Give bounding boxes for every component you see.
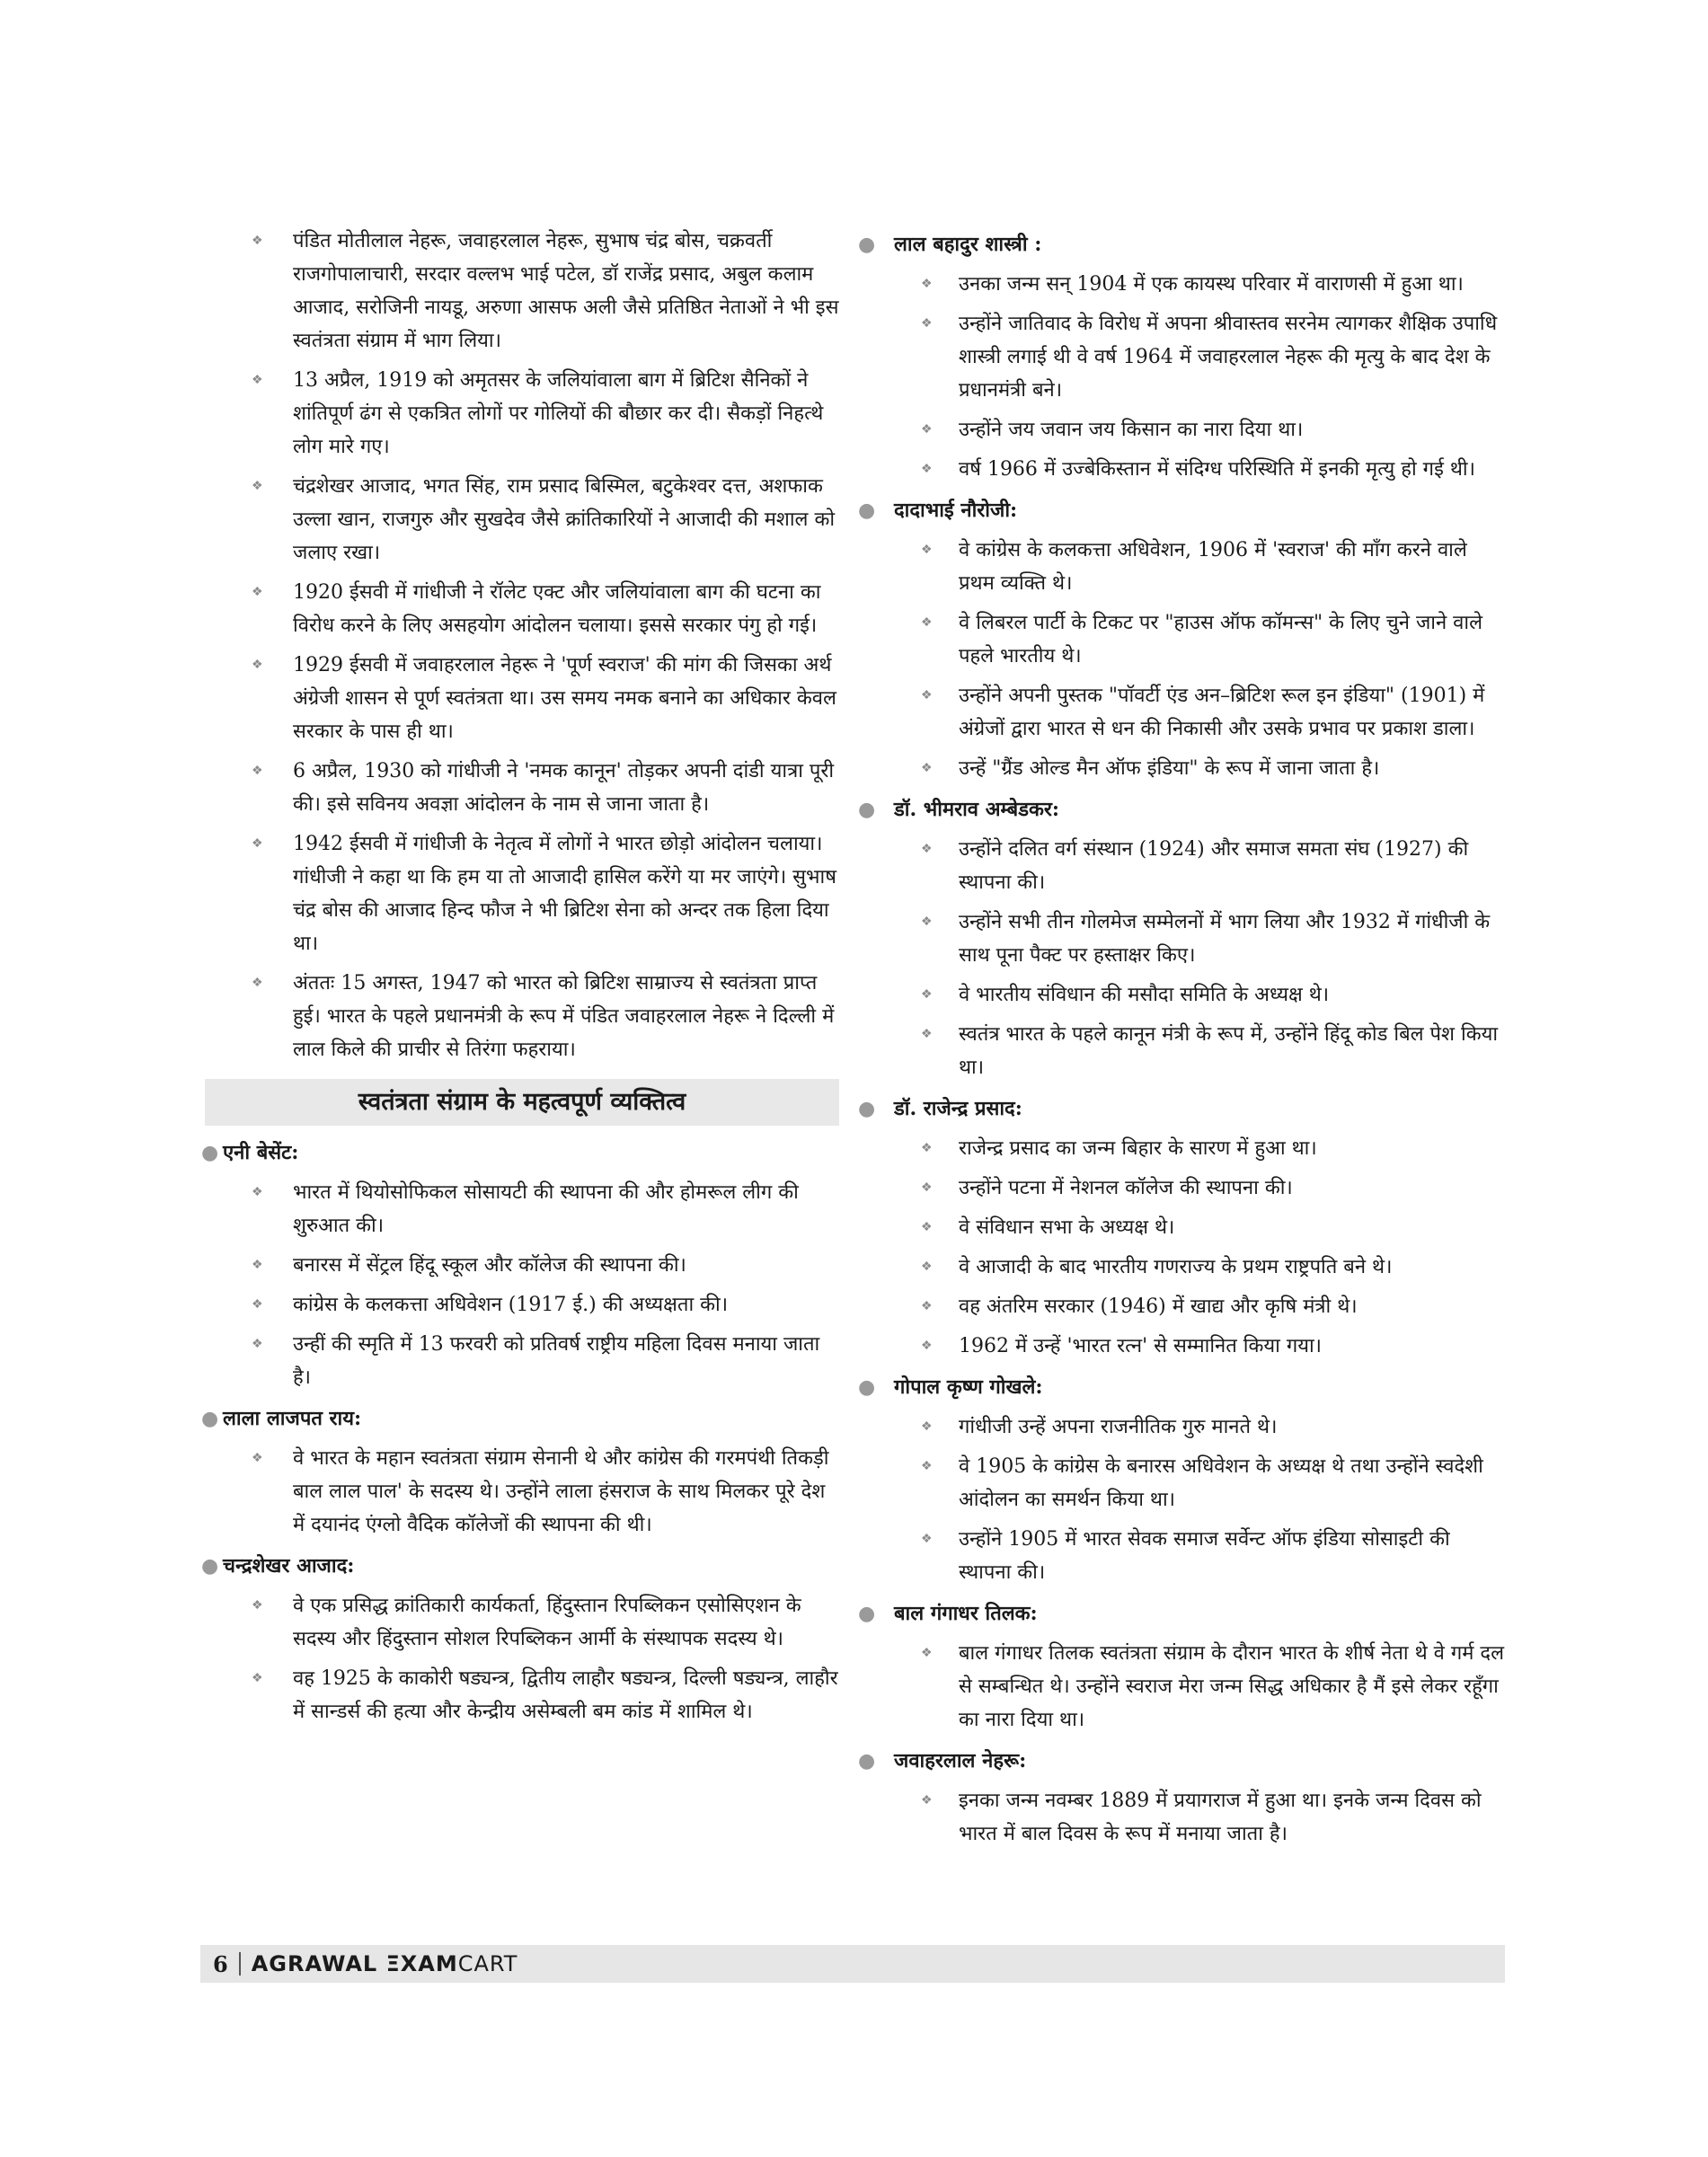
diamond-bullet-icon: ❖ <box>921 688 933 703</box>
person-points <box>885 1784 1505 1851</box>
footer-divider <box>239 1952 241 1976</box>
brand-name-light: CART <box>457 1951 518 1976</box>
person-name: लाला लाजपत राय: <box>223 1407 362 1430</box>
bullet-text: 1962 में उन्हें 'भारत रत्न' से सम्मानित किया गया। <box>959 1335 1323 1357</box>
person-entry <box>201 1401 839 1542</box>
person-name: डॉ. राजेन्द्र प्रसाद: <box>894 1097 1022 1120</box>
bullet-item <box>885 978 1505 1012</box>
bullet-text: उन्होंने जय जवान जय किसान का नारा दिया था। <box>959 419 1304 441</box>
person-heading <box>858 1743 1505 1779</box>
diamond-bullet-icon: ❖ <box>252 585 263 599</box>
bullet-item <box>232 755 839 821</box>
bullet-text: 1942 ईसवी में गांधीजी के नेतृत्व में लोगों ने भारत छोड़ो आंदोलन चलाया। गांधीजी ने कहा था कि हम या तो आजादी हासिल करेंगे या मर जाएंगे। सुभाष चंद्र बोस की आजाद हिन्द फौज ने भी ब्रिटिश सेना को अन्दर तक हिला दिया था। <box>293 833 836 955</box>
diamond-bullet-icon: ❖ <box>921 1180 933 1195</box>
bullet-item <box>885 453 1505 486</box>
person-entry <box>858 1369 1505 1589</box>
right-column <box>858 225 1505 1857</box>
diamond-bullet-icon: ❖ <box>921 1220 933 1234</box>
bullet-item <box>885 906 1505 972</box>
diamond-bullet-icon: ❖ <box>921 1459 933 1473</box>
diamond-bullet-icon: ❖ <box>921 1260 933 1274</box>
person-points <box>232 1589 839 1728</box>
bullet-text: चंद्रशेखर आजाद, भगत सिंह, राम प्रसाद बिस्मिल, बटुकेश्वर दत्त, अशफाक उल्ला खान, राजगुरु और सुखदेव जैसे क्रांतिकारियों ने आजादी की मशाल को जलाए रखा। <box>293 475 836 564</box>
person-heading <box>201 1135 839 1171</box>
bullet-item <box>232 576 839 642</box>
bullet-item <box>885 1330 1505 1363</box>
bullet-item <box>885 1410 1505 1444</box>
person-name: दादाभाई नौरोजी: <box>894 499 1018 522</box>
bullet-text: उन्हें "ग्रैंड ओल्ड मैन ऑफ इंडिया" के रूप में जाना जाता है। <box>959 757 1380 780</box>
diamond-bullet-icon: ❖ <box>252 1671 263 1685</box>
person-heading <box>858 226 1505 262</box>
diamond-bullet-icon: ❖ <box>921 277 933 291</box>
diamond-bullet-icon: ❖ <box>252 1297 263 1312</box>
section-title: स्वतंत्रता संग्राम के महत्वपूर्ण व्यक्तित्व <box>205 1079 839 1126</box>
bullet-item <box>885 1251 1505 1284</box>
person-entry <box>201 1135 839 1394</box>
bullet-text: कांग्रेस के कलकत्ता अधिवेशन (1917 ई.) की अध्यक्षता की। <box>293 1294 729 1316</box>
person-entry <box>858 1091 1505 1363</box>
bullet-item <box>885 1523 1505 1589</box>
bullet-item <box>885 679 1505 746</box>
person-heading <box>201 1548 839 1584</box>
person-points <box>885 833 1505 1084</box>
bullet-item <box>885 1211 1505 1244</box>
person-points <box>885 268 1505 486</box>
person-points <box>885 1410 1505 1589</box>
brand-logo <box>252 1951 518 1976</box>
round-bullet-icon: ● <box>201 1407 219 1430</box>
bullet-item <box>232 1662 839 1728</box>
person-points <box>885 1132 1505 1363</box>
bullet-text: वे एक प्रसिद्ध क्रांतिकारी कार्यकर्ता, हिंदुस्तान रिपब्लिकन एसोसिएशन के सदस्य और हिंदुस्तान सोशल रिपब्लिकन आर्मी के संस्थापक सदस्य थे। <box>293 1595 801 1650</box>
bullet-text: 6 अप्रैल, 1930 को गांधीजी ने 'नमक कानून' तोड़कर अपनी दांडी यात्रा पूरी की। इसे सविनय अवज्ञा आंदोलन के नाम से जाना जाता है। <box>293 760 835 816</box>
bullet-text: बनारस में सेंट्रल हिंदू स्कूल और कॉलेज की स्थापना की। <box>293 1254 686 1277</box>
diamond-bullet-icon: ❖ <box>252 836 263 851</box>
diamond-bullet-icon: ❖ <box>921 316 933 331</box>
bullet-item <box>885 413 1505 446</box>
bullet-text: वे संविधान सभा के अध्यक्ष थे। <box>959 1216 1175 1239</box>
bullet-item <box>885 1290 1505 1323</box>
bullet-text: वह 1925 के काकोरी षड्यन्त्र, द्वितीय लाहौर षड्यन्त्र, दिल्ली षड्यन्त्र, लाहौर में सान्डर्स की हत्या और केन्द्रीय असेम्बली बम कांड में शामिल थे। <box>293 1667 838 1723</box>
person-heading <box>858 1091 1505 1127</box>
bullet-text: वे भारतीय संविधान की मसौदा समिति के अध्यक्ष थे। <box>959 984 1330 1006</box>
diamond-bullet-icon: ❖ <box>921 1532 933 1546</box>
page-footer <box>200 1945 1505 1983</box>
bullet-text: राजेन्द्र प्रसाद का जन्म बिहार के सारण में हुआ था। <box>959 1137 1317 1160</box>
diamond-bullet-icon: ❖ <box>921 1299 933 1313</box>
bullet-text: 1929 ईसवी में जवाहरलाल नेहरू ने 'पूर्ण स्वराज' की मांग की जिसका अर्थ अंग्रेजी शासन से पूर्ण स्वतंत्रता था। उस समय नमक बनाने का अधिकार केवल सरकार के पास ही था। <box>293 654 836 743</box>
round-bullet-icon: ● <box>858 233 876 256</box>
bullet-item <box>885 1784 1505 1851</box>
diamond-bullet-icon: ❖ <box>252 373 263 387</box>
bullet-text: उन्होंने जातिवाद के विरोध में अपना श्रीवास्तव सरनेम त्यागकर शैक्षिक उपाधि शास्त्री लगाई थी वे वर्ष 1964 में जवाहरलाल नेहरू की मृत्यु के बाद देश के प्रधानमंत्री बने। <box>959 313 1498 402</box>
bullet-item <box>232 1589 839 1656</box>
diamond-bullet-icon: ❖ <box>921 842 933 856</box>
round-bullet-icon: ● <box>201 1554 219 1578</box>
diamond-bullet-icon: ❖ <box>252 234 263 248</box>
bullet-item <box>885 1171 1505 1205</box>
person-heading <box>858 492 1505 528</box>
person-name: गोपाल कृष्ण गोखले: <box>894 1375 1043 1399</box>
bullet-item <box>885 1018 1505 1084</box>
diamond-bullet-icon: ❖ <box>921 915 933 929</box>
bullet-item <box>232 967 839 1066</box>
diamond-bullet-icon: ❖ <box>252 658 263 672</box>
person-entry <box>858 1743 1505 1851</box>
diamond-bullet-icon: ❖ <box>921 987 933 1002</box>
bullet-item <box>885 534 1505 600</box>
person-points <box>885 1637 1505 1737</box>
diamond-bullet-icon: ❖ <box>921 1027 933 1041</box>
person-entry <box>858 492 1505 785</box>
diamond-bullet-icon: ❖ <box>921 462 933 476</box>
round-bullet-icon: ● <box>858 499 876 522</box>
bullet-item <box>885 1132 1505 1165</box>
bullet-item <box>885 268 1505 301</box>
bullet-item <box>232 1328 839 1394</box>
bullet-text: इनका जन्म नवम्बर 1889 में प्रयागराज में हुआ था। इनके जन्म दिवस को भारत में बाल दिवस के रूप में मनाया जाता है। <box>959 1790 1482 1845</box>
diamond-bullet-icon: ❖ <box>252 479 263 493</box>
bullet-item <box>232 1176 839 1242</box>
bullet-item <box>885 606 1505 673</box>
diamond-bullet-icon: ❖ <box>252 1451 263 1465</box>
left-column <box>201 225 839 1735</box>
bullet-item <box>885 833 1505 899</box>
bullet-item <box>885 1450 1505 1516</box>
bullet-text: 1920 ईसवी में गांधीजी ने रॉलेट एक्ट और जलियांवाला बाग की घटना का विरोध करने के लिए असहयोग आंदोलन चलाया। इससे सरकार पंगु हो गई। <box>293 581 821 637</box>
diamond-bullet-icon: ❖ <box>252 764 263 778</box>
person-name: चन्द्रशेखर आजाद: <box>223 1554 355 1578</box>
bullet-item <box>232 225 839 358</box>
bullet-item <box>232 827 839 960</box>
bullet-text: वह अंतरिम सरकार (1946) में खाद्य और कृषि मंत्री थे। <box>959 1295 1358 1318</box>
bullet-item <box>232 649 839 748</box>
round-bullet-icon: ● <box>858 1749 876 1772</box>
diamond-bullet-icon: ❖ <box>252 1185 263 1199</box>
diamond-bullet-icon: ❖ <box>921 543 933 557</box>
bullet-item <box>232 470 839 570</box>
left-bullet-list <box>232 225 839 1066</box>
bullet-text: वे 1905 के कांग्रेस के बनारस अधिवेशन के अध्यक्ष थे तथा उन्होंने स्वदेशी आंदोलन का समर्थन किया था। <box>959 1455 1483 1511</box>
bullet-item <box>232 1442 839 1542</box>
left-people-list <box>201 1135 839 1728</box>
bullet-item <box>885 1637 1505 1737</box>
round-bullet-icon: ● <box>201 1141 219 1164</box>
person-heading <box>201 1401 839 1437</box>
bullet-item <box>885 752 1505 785</box>
person-entry <box>858 226 1505 486</box>
bullet-text: उन्होंने सभी तीन गोलमेज सम्मेलनों में भाग लिया और 1932 में गांधीजी के साथ पूना पैक्ट पर हस्ताक्षर किए। <box>959 911 1491 967</box>
person-points <box>885 534 1505 785</box>
bullet-text: वे आजादी के बाद भारतीय गणराज्य के प्रथम राष्ट्रपति बने थे। <box>959 1256 1393 1278</box>
bullet-text: अंततः 15 अगस्त, 1947 को भारत को ब्रिटिश साम्राज्य से स्वतंत्रता प्राप्त हुई। भारत के पहले प्रधानमंत्री के रूप में पंडित जवाहरलाल नेहरू ने दिल्ली में लाल किले की प्राचीर से तिरंगा फहराया। <box>293 972 835 1061</box>
bullet-text: भारत में थियोसोफिकल सोसायटी की स्थापना की और होमरूल लीग की शुरुआत की। <box>293 1181 799 1237</box>
diamond-bullet-icon: ❖ <box>921 761 933 775</box>
diamond-bullet-icon: ❖ <box>252 1598 263 1613</box>
bullet-text: उन्होंने अपनी पुस्तक "पॉवर्टी एंड अन–ब्रिटिश रूल इन इंडिया" (1901) में अंग्रेजों द्वारा भारत से धन की निकासी और उसके प्रभाव पर प्रकाश डाला। <box>959 685 1485 740</box>
bullet-item <box>232 1249 839 1282</box>
round-bullet-icon: ● <box>858 1375 876 1399</box>
person-points <box>232 1176 839 1394</box>
bullet-text: स्वतंत्र भारत के पहले कानून मंत्री के रूप में, उन्होंने हिंदू कोड बिल पेश किया था। <box>959 1023 1499 1079</box>
person-points <box>232 1442 839 1542</box>
bullet-item <box>885 307 1505 407</box>
round-bullet-icon: ● <box>858 1097 876 1120</box>
bullet-text: पंडित मोतीलाल नेहरू, जवाहरलाल नेहरू, सुभाष चंद्र बोस, चक्रवर्ती राजगोपालाचारी, सरदार वल्लभ भाई पटेल, डॉ राजेंद्र प्रसाद, अबुल कलाम आजाद, सरोजिनी नायडू, अरुणा आसफ अली जैसे प्रतिष्ठित नेताओं ने भी इस स्वतंत्रता संग्राम में भाग लिया। <box>293 230 839 352</box>
person-heading <box>858 1596 1505 1631</box>
person-entry <box>201 1548 839 1728</box>
right-people-list <box>858 226 1505 1851</box>
diamond-bullet-icon: ❖ <box>921 1141 933 1155</box>
person-name: जवाहरलाल नेहरू: <box>894 1749 1027 1772</box>
bullet-text: उन्होंने पटना में नेशनल कॉलेज की स्थापना की। <box>959 1177 1293 1199</box>
bullet-item <box>232 364 839 464</box>
diamond-bullet-icon: ❖ <box>921 1419 933 1434</box>
page-number: 6 <box>213 1950 228 1977</box>
bullet-item <box>232 1288 839 1322</box>
diamond-bullet-icon: ❖ <box>921 615 933 630</box>
person-name: बाल गंगाधर तिलक: <box>894 1602 1038 1625</box>
brand-name-bold: AGRAWAL ΞXAM <box>251 1951 458 1976</box>
bullet-text: उन्हीं की स्मृति में 13 फरवरी को प्रतिवर्ष राष्ट्रीय महिला दिवस मनाया जाता है। <box>293 1333 820 1389</box>
diamond-bullet-icon: ❖ <box>921 422 933 437</box>
diamond-bullet-icon: ❖ <box>252 1258 263 1272</box>
diamond-bullet-icon: ❖ <box>252 1337 263 1351</box>
person-entry <box>858 791 1505 1084</box>
bullet-text: बाल गंगाधर तिलक स्वतंत्रता संग्राम के दौरान भारत के शीर्ष नेता थे वे गर्म दल से सम्बन्धित थे। उन्होंने स्वराज मेरा जन्म सिद्ध अधिकार है मैं इसे लेकर रहूँगा का नारा दिया था। <box>959 1642 1505 1731</box>
round-bullet-icon: ● <box>858 1602 876 1625</box>
bullet-text: उनका जन्म सन् 1904 में एक कायस्थ परिवार में वाराणसी में हुआ था। <box>959 273 1464 296</box>
person-heading <box>858 791 1505 827</box>
bullet-text: वे कांग्रेस के कलकत्ता अधिवेशन, 1906 में 'स्वराज' की माँग करने वाले प्रथम व्यक्ति थे। <box>959 539 1467 595</box>
diamond-bullet-icon: ❖ <box>921 1646 933 1660</box>
person-name: डॉ. भीमराव अम्बेडकर: <box>894 798 1059 821</box>
bullet-text: वे लिबरल पार्टी के टिकट पर "हाउस ऑफ कॉमन्स" के लिए चुने जाने वाले पहले भारतीय थे। <box>959 612 1483 667</box>
person-heading <box>858 1369 1505 1405</box>
bullet-text: उन्होंने दलित वर्ग संस्थान (1924) और समाज समता संघ (1927) की स्थापना की। <box>959 838 1469 894</box>
bullet-text: वर्ष 1966 में उज्बेकिस्तान में संदिग्ध परिस्थिति में इनकी मृत्यु हो गई थी। <box>959 458 1475 481</box>
person-entry <box>858 1596 1505 1737</box>
diamond-bullet-icon: ❖ <box>921 1793 933 1808</box>
person-name: लाल बहादुर शास्त्री : <box>894 233 1042 256</box>
bullet-text: गांधीजी उन्हें अपना राजनीतिक गुरु मानते थे। <box>959 1416 1278 1438</box>
diamond-bullet-icon: ❖ <box>252 976 263 990</box>
bullet-text: वे भारत के महान स्वतंत्रता संग्राम सेनानी थे और कांग्रेस की गरमपंथी तिकड़ी बाल लाल पाल' के सदस्य थे। उन्होंने लाला हंसराज के साथ मिलकर पूरे देश में दयानंद एंग्लो वैदिक कॉलेजों की स्थापना की थी। <box>293 1447 829 1536</box>
person-name: एनी बेसेंट: <box>223 1141 299 1164</box>
round-bullet-icon: ● <box>858 798 876 821</box>
bullet-text: 13 अप्रैल, 1919 को अमृतसर के जलियांवाला बाग में ब्रिटिश सैनिकों ने शांतिपूर्ण ढंग से एकत्रित लोगों पर गोलियों की बौछार कर दी। सैकड़ों निहत्थे लोग मारे गए। <box>293 369 824 458</box>
diamond-bullet-icon: ❖ <box>921 1339 933 1353</box>
bullet-text: उन्होंने 1905 में भारत सेवक समाज सर्वेन्ट ऑफ इंडिया सोसाइटी की स्थापना की। <box>959 1528 1450 1584</box>
